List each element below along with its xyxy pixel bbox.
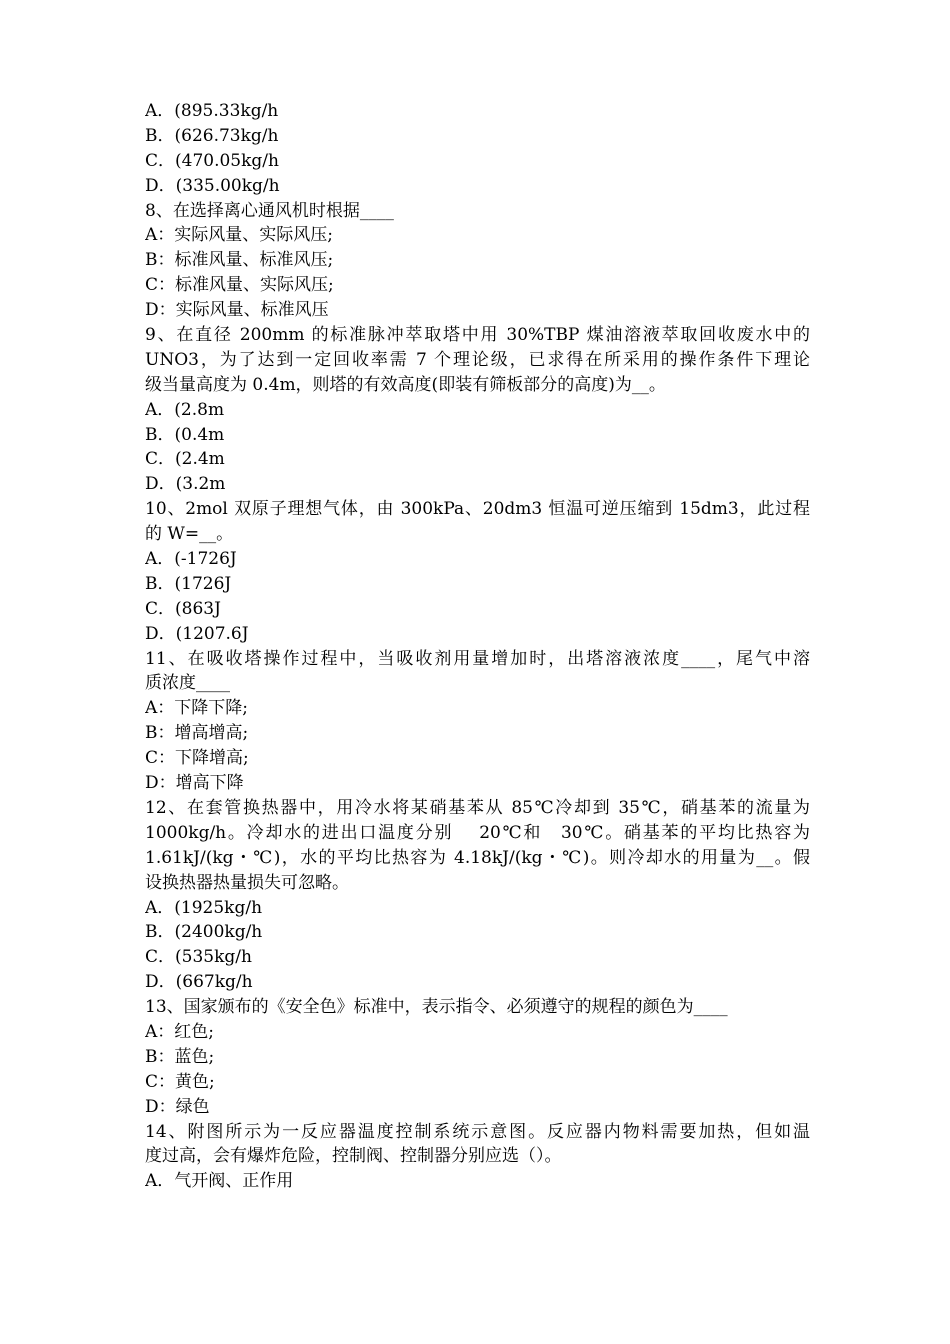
text-line: 10、2mol 双原子理想气体，由 300kPa、20dm3 恒温可逆压缩到 15dm3，此过程 (145, 499, 810, 520)
text-line: B．(1726J (145, 573, 232, 594)
text-line: D．(335.00kg/h (145, 175, 280, 196)
text-line: 级当量高度为 0.4m，则塔的有效高度(即装有筛板部分的高度)为__。 (145, 374, 666, 395)
text-line: UNO3，为了达到一定回收率需 7 个理论级，已求得在所采用的操作条件下理论 (145, 349, 810, 370)
text-line: A．(1925kg/h (145, 897, 263, 918)
text-line: 质浓度____ (145, 673, 230, 694)
text-line: A．(-1726J (145, 549, 237, 570)
text-line: 度过高，会有爆炸危险，控制阀、控制器分别应选（）。 (145, 1146, 562, 1167)
text-line: 1000kg/h。冷却水的进出口温度分别 20℃和 30℃。硝基苯的平均比热容为 (145, 822, 810, 843)
text-line: A：实际风量、实际风压; (145, 225, 334, 246)
document-page (145, 99, 810, 1194)
text-line: A．(895.33kg/h (145, 101, 279, 121)
text-line: 的 W=__。 (145, 524, 234, 545)
text-line: A．(2.8m (145, 399, 225, 420)
text-line: A．气开阀、正作用 (145, 1171, 294, 1192)
text-line: C：下降增高; (145, 748, 249, 769)
text-line: A：红色; (145, 1021, 215, 1042)
text-line: D：实际风量、标准风压 (145, 300, 329, 321)
text-line: B：标准风量、标准风压; (145, 250, 334, 271)
text-line: C．(863J (145, 598, 221, 619)
text-line: C．(470.05kg/h (145, 150, 279, 171)
text-line: D：增高下降 (145, 773, 244, 794)
text-line: D．(1207.6J (145, 623, 249, 644)
text-line: D．(667kg/h (145, 972, 253, 993)
text-line: C：标准风量、实际风压; (145, 275, 334, 296)
text-line: D．(3.2m (145, 474, 226, 495)
text-line: B．(0.4m (145, 424, 225, 445)
text-line: C．(535kg/h (145, 947, 252, 968)
text-line: C．(2.4m (145, 449, 225, 470)
text-line: 11、在吸收塔操作过程中，当吸收剂用量增加时，出塔溶液浓度____，尾气中溶 (145, 648, 810, 669)
text-line: D：绿色 (145, 1096, 210, 1117)
text-line: 12、在套管换热器中，用冷水将某硝基苯从 85℃冷却到 35℃，硝基苯的流量为 (145, 797, 810, 818)
text-line: 14、附图所示为一反应器温度控制系统示意图。反应器内物料需要加热，但如温 (145, 1121, 810, 1142)
text-line: 1.61kJ/(kg・℃)，水的平均比热容为 4.18kJ/(kg・℃)。则冷却水的用量为__。假 (145, 847, 810, 868)
text-line: C：黄色; (145, 1071, 215, 1092)
text-line: A：下降下降; (145, 698, 249, 719)
text-line: 9、在直径 200mm 的标准脉冲萃取塔中用 30%TBP 煤油溶液萃取回收废水中的 (145, 325, 810, 346)
text-line: B．(2400kg/h (145, 922, 263, 943)
text-line: B．(626.73kg/h (145, 125, 279, 146)
text-line: 设换热器热量损失可忽略。 (145, 872, 349, 893)
text-line: B：蓝色; (145, 1046, 215, 1067)
text-line: B：增高增高; (145, 723, 249, 744)
text-line: 13、国家颁布的《安全色》标准中，表示指令、必须遵守的规程的颜色为____ (145, 997, 728, 1018)
text-line: 8、在选择离心通风机时根据____ (145, 200, 394, 221)
